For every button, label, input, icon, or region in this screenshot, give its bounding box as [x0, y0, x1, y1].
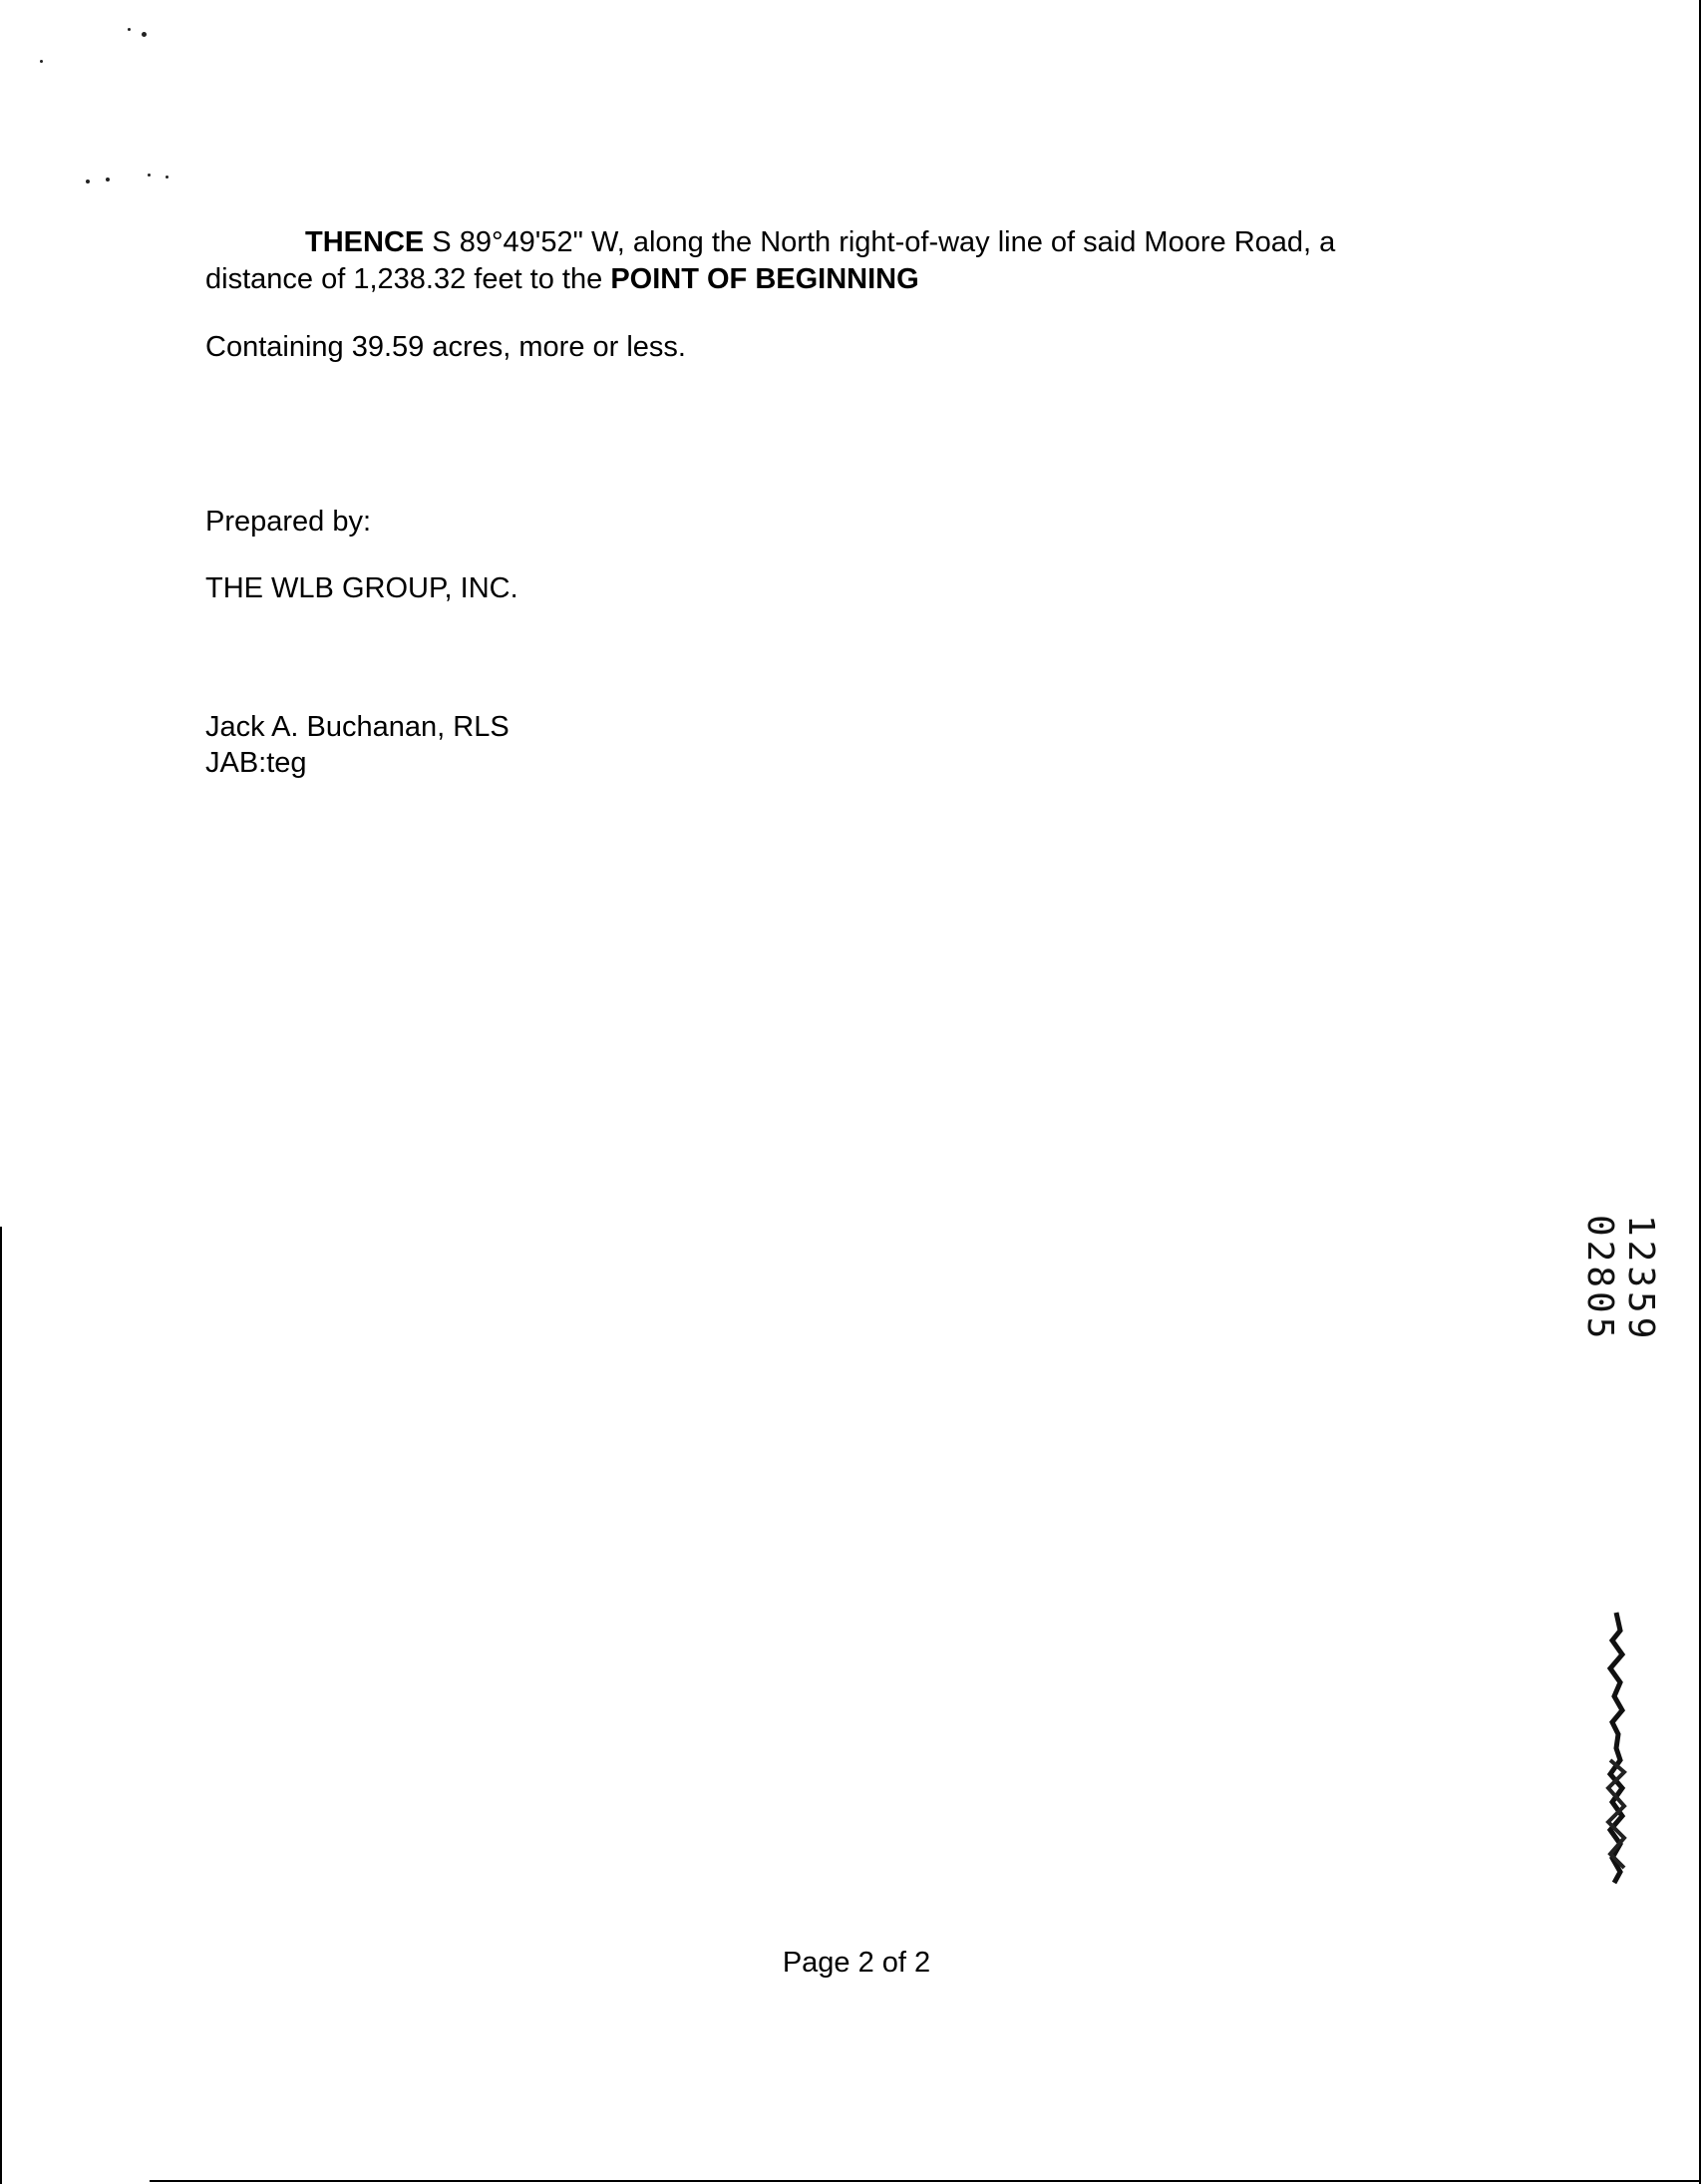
- company-name: THE WLB GROUP, INC.: [205, 572, 518, 604]
- signer-name: Jack A. Buchanan, RLS: [205, 711, 510, 743]
- scan-speck: [148, 174, 151, 177]
- thence-label: THENCE: [305, 226, 425, 258]
- scan-speck: [40, 60, 43, 63]
- recording-number-stamp: 12359 02805: [1579, 1215, 1661, 1343]
- page-edge-left: [0, 1227, 2, 2184]
- scan-speck: [106, 178, 110, 182]
- page-edge-bottom: [150, 2180, 1701, 2182]
- scan-speck: [86, 180, 90, 183]
- scan-speck: [128, 28, 131, 31]
- typist-initials: JAB:teg: [205, 747, 307, 779]
- stamp-mark-icon: [1600, 1611, 1632, 1885]
- scan-speck: [166, 176, 169, 179]
- point-of-beginning-label: POINT OF BEGINNING: [610, 263, 919, 295]
- bearing-distance-text: S 89°49'52" W, along the North right-of-way line of said Moore Road, a distance of 1,238.32 feet to the: [205, 226, 1336, 295]
- description-paragraph: [205, 224, 1412, 298]
- page-number-footer: [0, 1945, 1701, 1982]
- acreage-statement: Containing 39.59 acres, more or less.: [205, 331, 686, 363]
- scan-speck: [142, 32, 147, 37]
- page-number-text: Page 2 of 2: [782, 1947, 931, 1979]
- prepared-by-label: Prepared by:: [205, 506, 372, 538]
